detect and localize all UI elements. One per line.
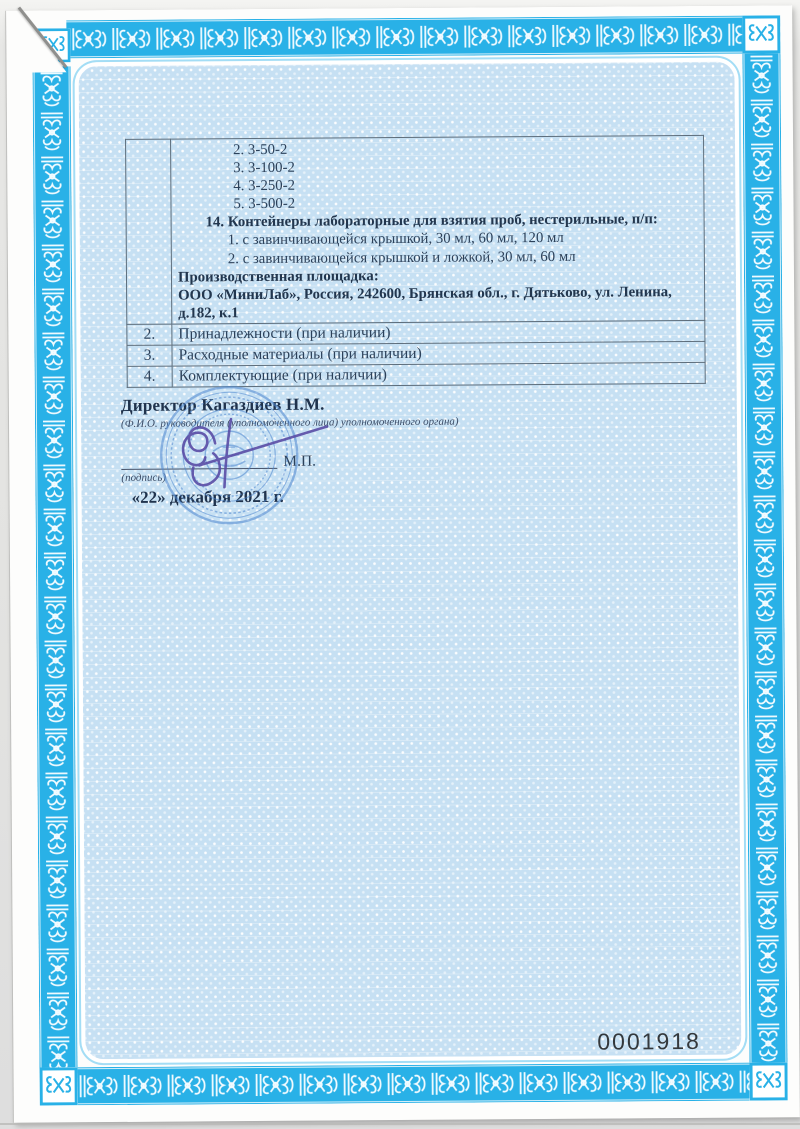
table-line: 5. 3-500-2 [233,196,296,213]
row-content-cell: Расходные материалы (при наличии) [172,341,705,366]
director-caption: (Ф.И.О. руководителя (уполномоченного лица) уполномоченного органа) [120,415,459,430]
row-number-cell: 4. [127,366,172,387]
date-line: «22» декабря 2021 г. [131,486,284,507]
director-name-line: Директор Кагаздиев Н.М. [120,394,325,415]
table-line: 3. 3-100-2 [233,159,295,177]
table-line: 4. 3-250-2 [233,177,296,195]
row-content-cell [171,135,705,324]
frame-band-bottom [78,1063,750,1106]
certificate-page [6,5,800,1122]
row-number-cell: 2. [127,324,172,345]
row-content-cell: Комплектующие (при наличии) [172,362,705,387]
row-content-cell: Принадлежности (при наличии) [172,320,705,345]
frame-band-top [66,15,780,58]
table-line: ООО «МиниЛаб», Россия, 242600, Брянская обл., г. Дятьково, ул. Ленина, д.182, к.1 [178,283,672,322]
serial-number: 0001918 [597,1027,701,1055]
frame-corner-bottom-left [40,1067,78,1105]
frame-corner-top-right [742,15,780,53]
row-number-cell [126,139,172,324]
certificate-content-area [79,62,742,1060]
table-line: 2. с завинчивающейся крышкой и ложкой, 30 мл, 60 мл [227,248,576,267]
signature-caption: (подпись) [121,471,167,484]
frame-corner-bottom-right [749,1062,787,1100]
stamp-place-label: М.П. [283,452,317,470]
row-number-cell: 3. [127,345,172,366]
table-line: 2. 3-50-2 [233,141,288,159]
items-table [125,135,706,388]
table-line: 14. Контейнеры лабораторные для взятия проб, нестерильные, п/п: [205,211,658,231]
frame-band-right [742,53,787,1062]
frame-band-left [33,66,78,1067]
table-line: 1. с завинчивающейся крышкой, 30 мл, 60 мл, 120 мл [227,230,564,249]
signature-scribble [169,408,340,501]
table-line: Производственная площадка: [177,267,379,286]
table-row [126,135,705,324]
